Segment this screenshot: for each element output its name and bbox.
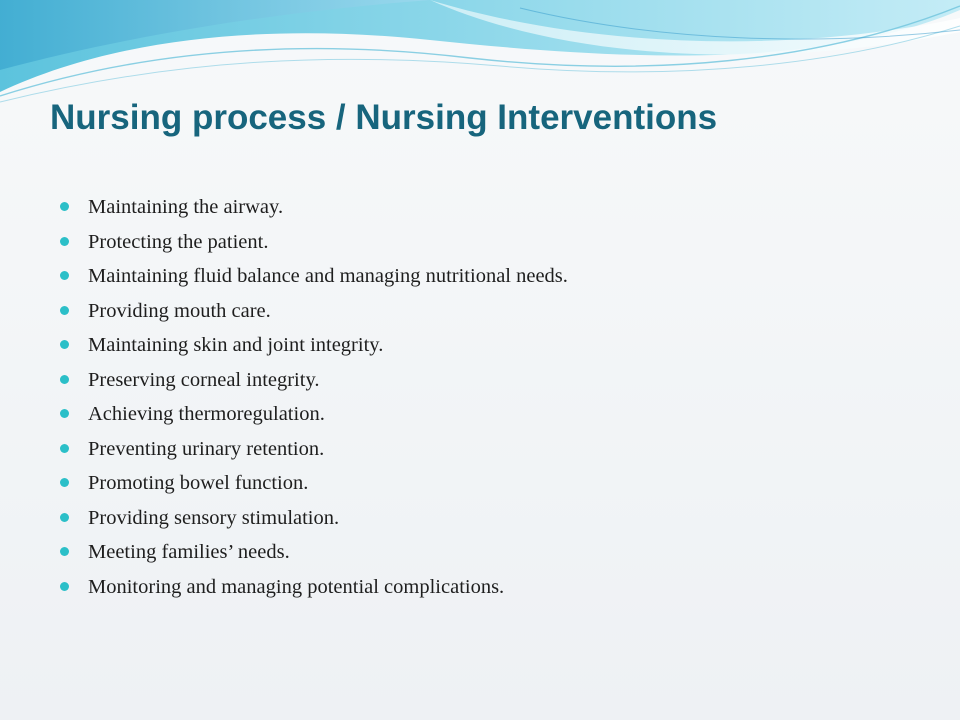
list-item-text: Promoting bowel function. — [88, 472, 309, 494]
bullet-dot-icon — [60, 444, 69, 453]
list-item — [60, 501, 568, 536]
list-item-text: Maintaining skin and joint integrity. — [88, 334, 384, 356]
list-item — [60, 294, 568, 329]
list-item-text: Achieving thermoregulation. — [88, 403, 325, 425]
bullet-dot-icon — [60, 306, 69, 315]
slide-title: Nursing process / Nursing Interventions — [50, 98, 718, 137]
bullet-dot-icon — [60, 202, 69, 211]
bullet-dot-icon — [60, 271, 69, 280]
list-item — [60, 259, 568, 294]
list-item — [60, 328, 568, 363]
list-item — [60, 397, 568, 432]
list-item-text: Maintaining fluid balance and managing nutritional needs. — [88, 265, 568, 287]
list-item-text: Preserving corneal integrity. — [88, 368, 320, 391]
list-item — [60, 190, 568, 225]
bullet-dot-icon — [60, 513, 69, 522]
list-item-text: Providing sensory stimulation. — [88, 506, 340, 529]
list-item — [60, 432, 568, 467]
list-item — [60, 570, 568, 605]
list-item-text: Monitoring and managing potential complications. — [88, 575, 505, 598]
list-item-text: Maintaining the airway. — [88, 196, 284, 218]
list-item — [60, 225, 568, 260]
list-item-text: Providing mouth care. — [88, 299, 271, 322]
intervention-list — [60, 190, 568, 604]
bullet-dot-icon — [60, 237, 69, 246]
bullet-dot-icon — [60, 582, 69, 591]
bullet-dot-icon — [60, 547, 69, 556]
list-item — [60, 363, 568, 398]
list-item-text: Preventing urinary retention. — [88, 437, 325, 460]
list-item — [60, 535, 568, 570]
bullet-dot-icon — [60, 375, 69, 384]
list-item-text: Protecting the patient. — [88, 230, 269, 253]
list-item-text: Meeting families’ needs. — [88, 541, 290, 563]
bullet-dot-icon — [60, 478, 69, 487]
bullet-dot-icon — [60, 409, 69, 418]
bullet-dot-icon — [60, 340, 69, 349]
list-item — [60, 466, 568, 501]
